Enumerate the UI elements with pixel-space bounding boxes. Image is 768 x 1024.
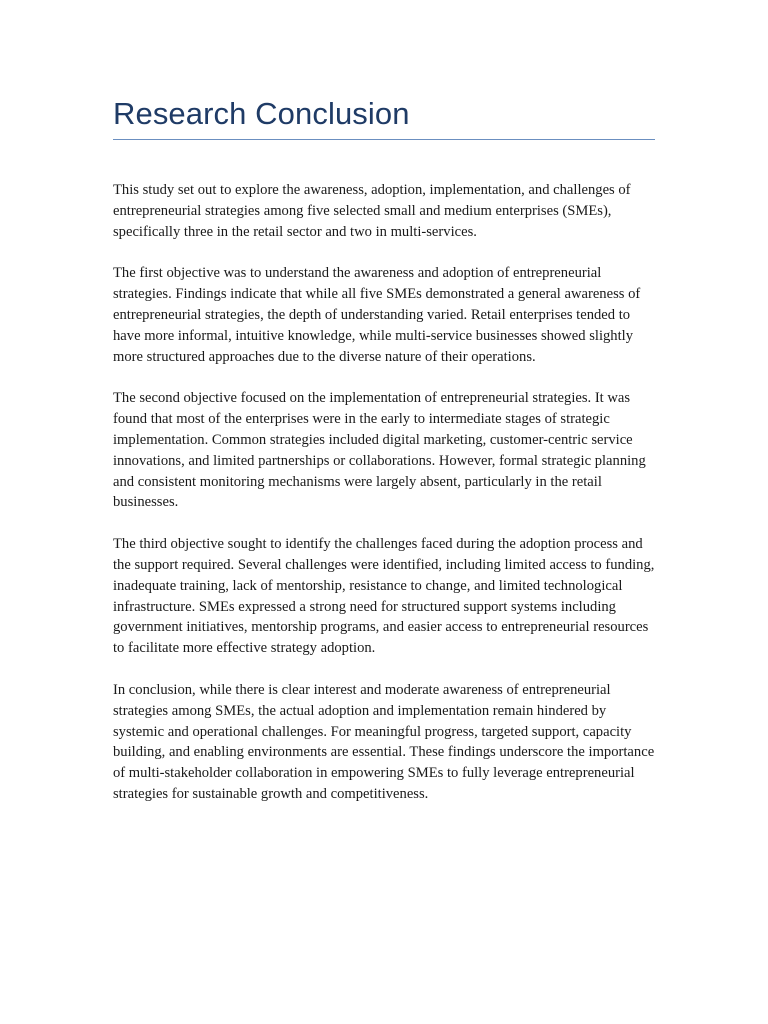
document-body <box>113 180 656 805</box>
title-underline-divider <box>113 139 655 140</box>
paragraph-first-objective: The first objective was to understand the awareness and adoption of entrepreneurial strategies. Findings indicate that while all five SMEs demonstrated a general awareness of entrepreneurial strategies, the depth of understanding varied. Retail enterprises tended to have more informal, intuitive knowledge, while multi-service businesses showed slightly more structured approaches due to the diverse nature of their operations. <box>113 265 641 365</box>
paragraph-third-objective: The third objective sought to identify the challenges faced during the adoption process and the support required. Several challenges were identified, including limited access to funding, inadequate training, lack of mentorship, resistance to change, and limited technological infrastructure. SMEs expressed a strong need for structured support systems including government initiatives, mentorship programs, and easier access to entrepreneurial resources to facilitate more effective strategy adoption. <box>113 536 655 657</box>
document-page <box>113 0 656 826</box>
paragraph-intro: This study set out to explore the awareness, adoption, implementation, and challenges of entrepreneurial strategies among five selected small and medium enterprises (SMEs), specifically three in the retail sector and two in multi-services. <box>113 182 631 240</box>
page-title: Research Conclusion <box>113 96 410 131</box>
paragraph-second-objective: The second objective focused on the implementation of entrepreneurial strategies. It was found that most of the enterprises were in the early to intermediate stages of strategic implementation. Common strategies included digital marketing, customer-centric service innovations, and limited partnerships or collaborations. However, formal strategic planning and consistent monitoring mechanisms were largely absent, particularly in the retail businesses. <box>113 390 646 511</box>
paragraph-conclusion: In conclusion, while there is clear interest and moderate awareness of entrepreneurial strategies among SMEs, the actual adoption and implementation remain hindered by systemic and operational challenges. For meaningful progress, targeted support, capacity building, and enabling environments are essential. These findings underscore the importance of multi-stakeholder collaboration in empowering SMEs to fully leverage entrepreneurial strategies for sustainable growth and competitiveness. <box>113 681 655 802</box>
